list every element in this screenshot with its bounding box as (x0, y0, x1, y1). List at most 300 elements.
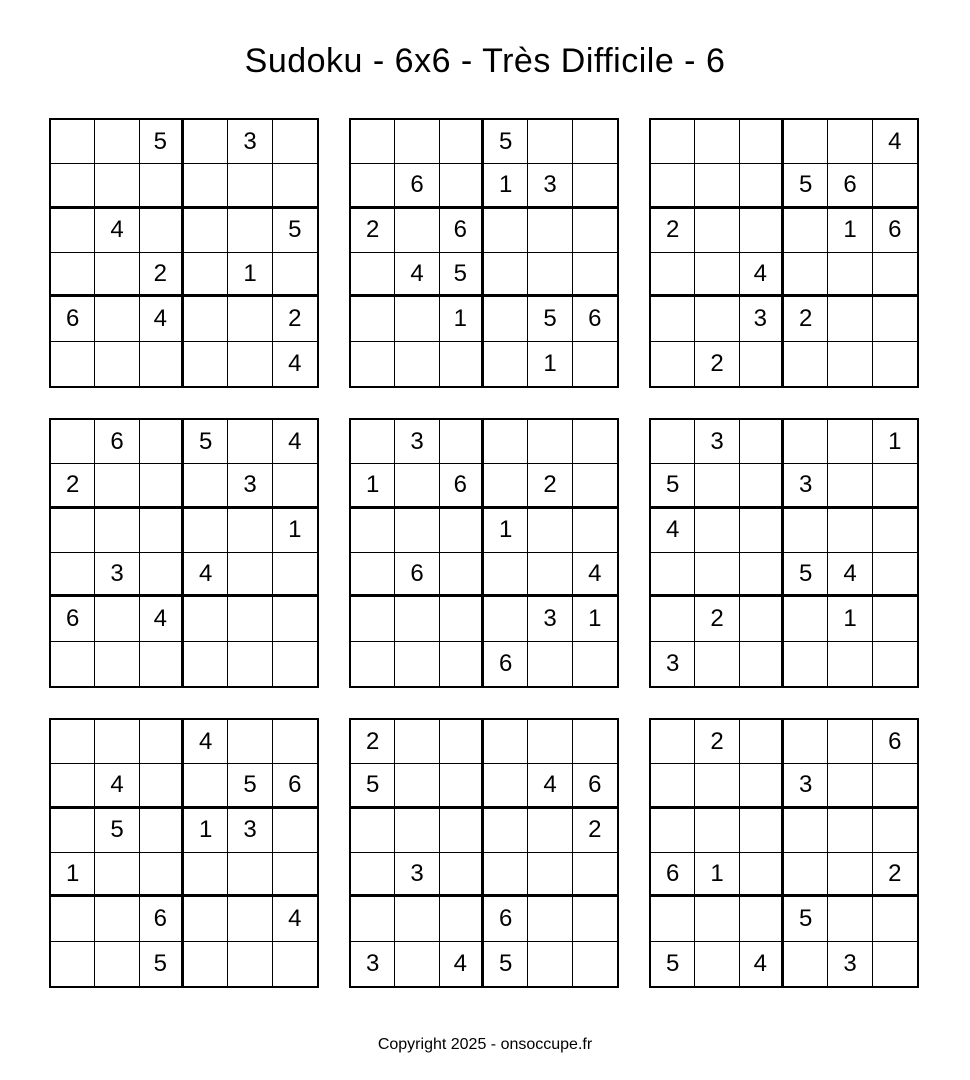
sudoku-cell: 2 (784, 297, 828, 341)
sudoku-cell (351, 342, 395, 386)
sudoku-cell (95, 164, 139, 208)
sudoku-cell (273, 120, 317, 164)
sudoku-cell (51, 809, 95, 853)
sudoku-cell (228, 942, 272, 986)
sudoku-cell: 4 (95, 209, 139, 253)
sudoku-cell (740, 420, 784, 464)
sudoku-cell (651, 420, 695, 464)
sudoku-cell (273, 809, 317, 853)
sudoku-cell: 5 (651, 942, 695, 986)
sudoku-cell (784, 809, 828, 853)
sudoku-cell (51, 720, 95, 764)
sudoku-cell (351, 553, 395, 597)
sudoku-cell: 2 (873, 853, 917, 897)
sudoku-cell: 3 (528, 597, 572, 641)
sudoku-cell: 2 (273, 297, 317, 341)
sudoku-cell (51, 764, 95, 808)
sudoku-cell: 5 (484, 120, 528, 164)
sudoku-cell (51, 509, 95, 553)
sudoku-cell (484, 297, 528, 341)
sudoku-cell (873, 342, 917, 386)
sudoku-cell (528, 720, 572, 764)
sudoku-cell: 1 (873, 420, 917, 464)
sudoku-cell (873, 809, 917, 853)
sudoku-cell (740, 509, 784, 553)
sudoku-cell (395, 464, 439, 508)
sudoku-cell: 5 (784, 164, 828, 208)
sudoku-cell (873, 897, 917, 941)
sudoku-cell (228, 342, 272, 386)
sudoku-cell (184, 253, 228, 297)
sudoku-cell: 6 (440, 464, 484, 508)
sudoku-cell (395, 642, 439, 686)
sudoku-cell (828, 253, 872, 297)
sudoku-cell (95, 253, 139, 297)
sudoku-cell (184, 897, 228, 941)
sudoku-cell (651, 809, 695, 853)
sudoku-cell (828, 764, 872, 808)
sudoku-cell (828, 342, 872, 386)
sudoku-cell (573, 853, 617, 897)
sudoku-cell (784, 720, 828, 764)
sudoku-cell (395, 209, 439, 253)
sudoku-cell: 4 (740, 942, 784, 986)
sudoku-cell: 5 (784, 553, 828, 597)
sudoku-cell (651, 253, 695, 297)
sudoku-grid-1 (49, 118, 319, 388)
sudoku-cell (140, 553, 184, 597)
sudoku-cell: 2 (140, 253, 184, 297)
sudoku-grid-2 (349, 118, 619, 388)
sudoku-cell (784, 420, 828, 464)
sudoku-cell (440, 342, 484, 386)
sudoku-cell: 3 (95, 553, 139, 597)
sudoku-cell (740, 897, 784, 941)
sudoku-cell (184, 509, 228, 553)
sudoku-cell (873, 764, 917, 808)
sudoku-cell: 5 (140, 120, 184, 164)
sudoku-cell (573, 420, 617, 464)
sudoku-cell (528, 509, 572, 553)
sudoku-cell (484, 720, 528, 764)
sudoku-cell (695, 120, 739, 164)
sudoku-cell (351, 642, 395, 686)
sudoku-cell (528, 209, 572, 253)
sudoku-cell: 2 (695, 597, 739, 641)
sudoku-cell: 4 (273, 897, 317, 941)
sudoku-cell (484, 809, 528, 853)
sudoku-cell (51, 253, 95, 297)
sudoku-cell (651, 897, 695, 941)
sudoku-cell: 3 (784, 464, 828, 508)
sudoku-cell (140, 464, 184, 508)
sudoku-cell (573, 120, 617, 164)
sudoku-cell (51, 120, 95, 164)
sudoku-cell (51, 209, 95, 253)
sudoku-cell: 2 (695, 720, 739, 764)
sudoku-cell: 4 (873, 120, 917, 164)
sudoku-cell (484, 464, 528, 508)
sudoku-cell: 2 (51, 464, 95, 508)
sudoku-cell (95, 897, 139, 941)
sudoku-cell (395, 897, 439, 941)
sudoku-cell: 3 (740, 297, 784, 341)
sudoku-cell (873, 642, 917, 686)
sudoku-cell (140, 809, 184, 853)
sudoku-cell (351, 809, 395, 853)
sudoku-cell (228, 597, 272, 641)
sudoku-cell: 4 (95, 764, 139, 808)
sudoku-cell (651, 764, 695, 808)
sudoku-cell (873, 464, 917, 508)
sudoku-cell (228, 420, 272, 464)
sudoku-cell (573, 720, 617, 764)
sudoku-cell (740, 809, 784, 853)
sudoku-cell (351, 897, 395, 941)
sudoku-cell (695, 642, 739, 686)
sudoku-cell (395, 120, 439, 164)
sudoku-cell: 5 (95, 809, 139, 853)
sudoku-cell (873, 297, 917, 341)
sudoku-cell (440, 553, 484, 597)
sudoku-cell (528, 809, 572, 853)
sudoku-cell (140, 164, 184, 208)
sudoku-cell (273, 853, 317, 897)
sudoku-cell: 3 (228, 464, 272, 508)
sudoku-cell (440, 597, 484, 641)
sudoku-cell (484, 597, 528, 641)
sudoku-cell (651, 297, 695, 341)
sudoku-cell (140, 342, 184, 386)
sudoku-cell: 4 (140, 597, 184, 641)
sudoku-cell (695, 209, 739, 253)
sudoku-cell: 4 (440, 942, 484, 986)
sudoku-cell (440, 164, 484, 208)
sudoku-cell (528, 553, 572, 597)
sudoku-cell (528, 853, 572, 897)
sudoku-cell (184, 942, 228, 986)
sudoku-cell (573, 509, 617, 553)
sudoku-cell (440, 420, 484, 464)
sudoku-cell: 3 (228, 809, 272, 853)
sudoku-cell: 4 (740, 253, 784, 297)
sudoku-cell: 5 (184, 420, 228, 464)
sudoku-cell (873, 942, 917, 986)
sudoku-cell (740, 553, 784, 597)
sudoku-cell (740, 120, 784, 164)
sudoku-cell (828, 809, 872, 853)
sudoku-cell (695, 764, 739, 808)
sudoku-grid-5 (349, 418, 619, 688)
sudoku-cell (184, 764, 228, 808)
sudoku-cell (695, 809, 739, 853)
sudoku-cell (395, 297, 439, 341)
sudoku-cell (440, 642, 484, 686)
sudoku-cell: 4 (528, 764, 572, 808)
sudoku-cell (484, 253, 528, 297)
sudoku-cell (351, 420, 395, 464)
sudoku-cell (528, 253, 572, 297)
sudoku-cell: 1 (573, 597, 617, 641)
sudoku-cell: 6 (873, 209, 917, 253)
sudoku-cell (95, 464, 139, 508)
sudoku-cell (184, 120, 228, 164)
sudoku-cell: 3 (528, 164, 572, 208)
sudoku-cell (440, 764, 484, 808)
sudoku-cell (573, 164, 617, 208)
sudoku-cell: 5 (784, 897, 828, 941)
sudoku-cell (873, 164, 917, 208)
sudoku-cell (484, 553, 528, 597)
sudoku-cell (140, 642, 184, 686)
sudoku-cell: 4 (828, 553, 872, 597)
sudoku-cell (528, 120, 572, 164)
sudoku-cell: 4 (273, 342, 317, 386)
sudoku-cell (784, 509, 828, 553)
sudoku-cell: 5 (528, 297, 572, 341)
sudoku-grid-6 (649, 418, 919, 688)
sudoku-cell: 3 (395, 420, 439, 464)
sudoku-cell (828, 420, 872, 464)
sudoku-cell (828, 509, 872, 553)
sudoku-cell (828, 120, 872, 164)
sudoku-cell: 6 (95, 420, 139, 464)
sudoku-cell (228, 642, 272, 686)
sudoku-cell (228, 209, 272, 253)
sudoku-cell: 6 (484, 897, 528, 941)
sudoku-cell (651, 597, 695, 641)
sudoku-cell (528, 897, 572, 941)
sudoku-cell: 1 (440, 297, 484, 341)
sudoku-cell: 6 (484, 642, 528, 686)
sudoku-cell: 2 (528, 464, 572, 508)
sudoku-cell: 6 (51, 597, 95, 641)
sudoku-cell (828, 897, 872, 941)
sudoku-cell: 6 (573, 297, 617, 341)
sudoku-cell (351, 297, 395, 341)
sudoku-cell (95, 120, 139, 164)
sudoku-cell (273, 553, 317, 597)
sudoku-cell (695, 942, 739, 986)
sudoku-cell: 4 (651, 509, 695, 553)
sudoku-cell (784, 120, 828, 164)
sudoku-cell (740, 342, 784, 386)
sudoku-cell: 2 (351, 209, 395, 253)
sudoku-cell (873, 553, 917, 597)
sudoku-cell (184, 342, 228, 386)
sudoku-cell: 1 (695, 853, 739, 897)
sudoku-cell (395, 597, 439, 641)
sudoku-cell (740, 597, 784, 641)
sudoku-cell: 2 (351, 720, 395, 764)
sudoku-cell (395, 509, 439, 553)
sudoku-cell (95, 853, 139, 897)
sudoku-cell (740, 720, 784, 764)
sudoku-cell (351, 509, 395, 553)
sudoku-cell: 5 (273, 209, 317, 253)
sudoku-cell (184, 209, 228, 253)
sudoku-cell (484, 342, 528, 386)
sudoku-cell: 4 (273, 420, 317, 464)
sudoku-cell (695, 553, 739, 597)
sudoku-cell (528, 642, 572, 686)
sudoku-cell (740, 209, 784, 253)
sudoku-cell: 6 (651, 853, 695, 897)
sudoku-cell (51, 553, 95, 597)
sudoku-cell (395, 720, 439, 764)
sudoku-cell: 3 (228, 120, 272, 164)
sudoku-cell (651, 342, 695, 386)
sudoku-cell (95, 942, 139, 986)
sudoku-cell (828, 642, 872, 686)
sudoku-cell (484, 764, 528, 808)
sudoku-cell (651, 553, 695, 597)
sudoku-cell: 1 (828, 597, 872, 641)
sudoku-cell (228, 297, 272, 341)
sudoku-cell (784, 942, 828, 986)
sudoku-cell (140, 420, 184, 464)
sudoku-cell: 5 (484, 942, 528, 986)
sudoku-cell (228, 553, 272, 597)
sudoku-cell (740, 642, 784, 686)
sudoku-cell (440, 897, 484, 941)
sudoku-cell (573, 464, 617, 508)
sudoku-cell: 5 (440, 253, 484, 297)
sudoku-cell (184, 642, 228, 686)
sudoku-cell (484, 853, 528, 897)
sudoku-cell: 1 (351, 464, 395, 508)
sudoku-cell (484, 420, 528, 464)
sudoku-cell: 6 (828, 164, 872, 208)
sudoku-cell: 6 (140, 897, 184, 941)
sudoku-cell (95, 342, 139, 386)
sudoku-cell (828, 464, 872, 508)
sudoku-cell (140, 764, 184, 808)
sudoku-cell (784, 253, 828, 297)
sudoku-cell: 1 (484, 509, 528, 553)
sudoku-cell: 1 (828, 209, 872, 253)
sudoku-cell (51, 342, 95, 386)
sudoku-cell (828, 853, 872, 897)
sudoku-cell (184, 464, 228, 508)
sudoku-cell (51, 942, 95, 986)
sudoku-cell: 4 (395, 253, 439, 297)
sudoku-cell (395, 764, 439, 808)
sudoku-cell: 6 (873, 720, 917, 764)
copyright-footer: Copyright 2025 - onsoccupe.fr (377, 1036, 593, 1053)
sudoku-cell (695, 464, 739, 508)
sudoku-cell (351, 597, 395, 641)
sudoku-cell (573, 642, 617, 686)
sudoku-cell (273, 253, 317, 297)
sudoku-cell (184, 853, 228, 897)
sudoku-cell (228, 853, 272, 897)
sudoku-cell (51, 420, 95, 464)
sudoku-cell: 1 (273, 509, 317, 553)
sudoku-cell (784, 642, 828, 686)
sudoku-cell (573, 942, 617, 986)
sudoku-cell (351, 853, 395, 897)
sudoku-cell: 3 (351, 942, 395, 986)
sudoku-cell (95, 297, 139, 341)
sudoku-cell (95, 720, 139, 764)
sudoku-cell (395, 942, 439, 986)
sudoku-cell (95, 597, 139, 641)
sudoku-cell (651, 120, 695, 164)
sudoku-cell (873, 509, 917, 553)
sudoku-cell (740, 464, 784, 508)
sudoku-cell (351, 120, 395, 164)
sudoku-cell: 5 (651, 464, 695, 508)
sudoku-cell (184, 164, 228, 208)
sudoku-cell: 1 (484, 164, 528, 208)
sudoku-cell: 2 (651, 209, 695, 253)
sudoku-cell (395, 809, 439, 853)
sudoku-cell (573, 897, 617, 941)
sudoku-cell: 3 (651, 642, 695, 686)
sudoku-cell: 6 (51, 297, 95, 341)
sudoku-cell: 6 (273, 764, 317, 808)
sudoku-cell: 3 (395, 853, 439, 897)
page-title: Sudoku - 6x6 - Très Difficile - 6 (244, 42, 726, 80)
sudoku-cell (573, 253, 617, 297)
sudoku-cell (273, 597, 317, 641)
sudoku-cell (140, 509, 184, 553)
sudoku-cell (695, 297, 739, 341)
sudoku-cell: 5 (351, 764, 395, 808)
sudoku-cell (695, 509, 739, 553)
sudoku-cell (51, 642, 95, 686)
sudoku-cell (828, 297, 872, 341)
sudoku-cell (828, 720, 872, 764)
sudoku-cell: 1 (228, 253, 272, 297)
sudoku-cell (273, 164, 317, 208)
sudoku-cell: 5 (140, 942, 184, 986)
sudoku-cell (184, 297, 228, 341)
sudoku-cell: 3 (695, 420, 739, 464)
sudoku-cell (873, 597, 917, 641)
sudoku-cell (784, 342, 828, 386)
sudoku-cell: 6 (573, 764, 617, 808)
sudoku-cell (695, 164, 739, 208)
sudoku-cell: 3 (784, 764, 828, 808)
sudoku-cell (95, 509, 139, 553)
sudoku-cell (528, 420, 572, 464)
sudoku-cell (351, 253, 395, 297)
sudoku-grid-4 (49, 418, 319, 688)
sudoku-grid-7 (49, 718, 319, 988)
sudoku-cell (573, 342, 617, 386)
sudoku-cell (784, 853, 828, 897)
sudoku-grid-9 (649, 718, 919, 988)
sudoku-cell (228, 897, 272, 941)
sudoku-cell (873, 253, 917, 297)
sudoku-cell: 1 (528, 342, 572, 386)
sudoku-cell (140, 209, 184, 253)
sudoku-cell (440, 120, 484, 164)
sudoku-cell (140, 720, 184, 764)
sudoku-cell (440, 809, 484, 853)
sudoku-cell (51, 897, 95, 941)
sudoku-cell: 4 (184, 553, 228, 597)
sudoku-cell: 4 (184, 720, 228, 764)
sudoku-cell: 6 (395, 553, 439, 597)
sudoku-cell (740, 164, 784, 208)
sudoku-cell: 2 (573, 809, 617, 853)
sudoku-cell (228, 164, 272, 208)
sudoku-cell (651, 164, 695, 208)
sudoku-cell (695, 253, 739, 297)
